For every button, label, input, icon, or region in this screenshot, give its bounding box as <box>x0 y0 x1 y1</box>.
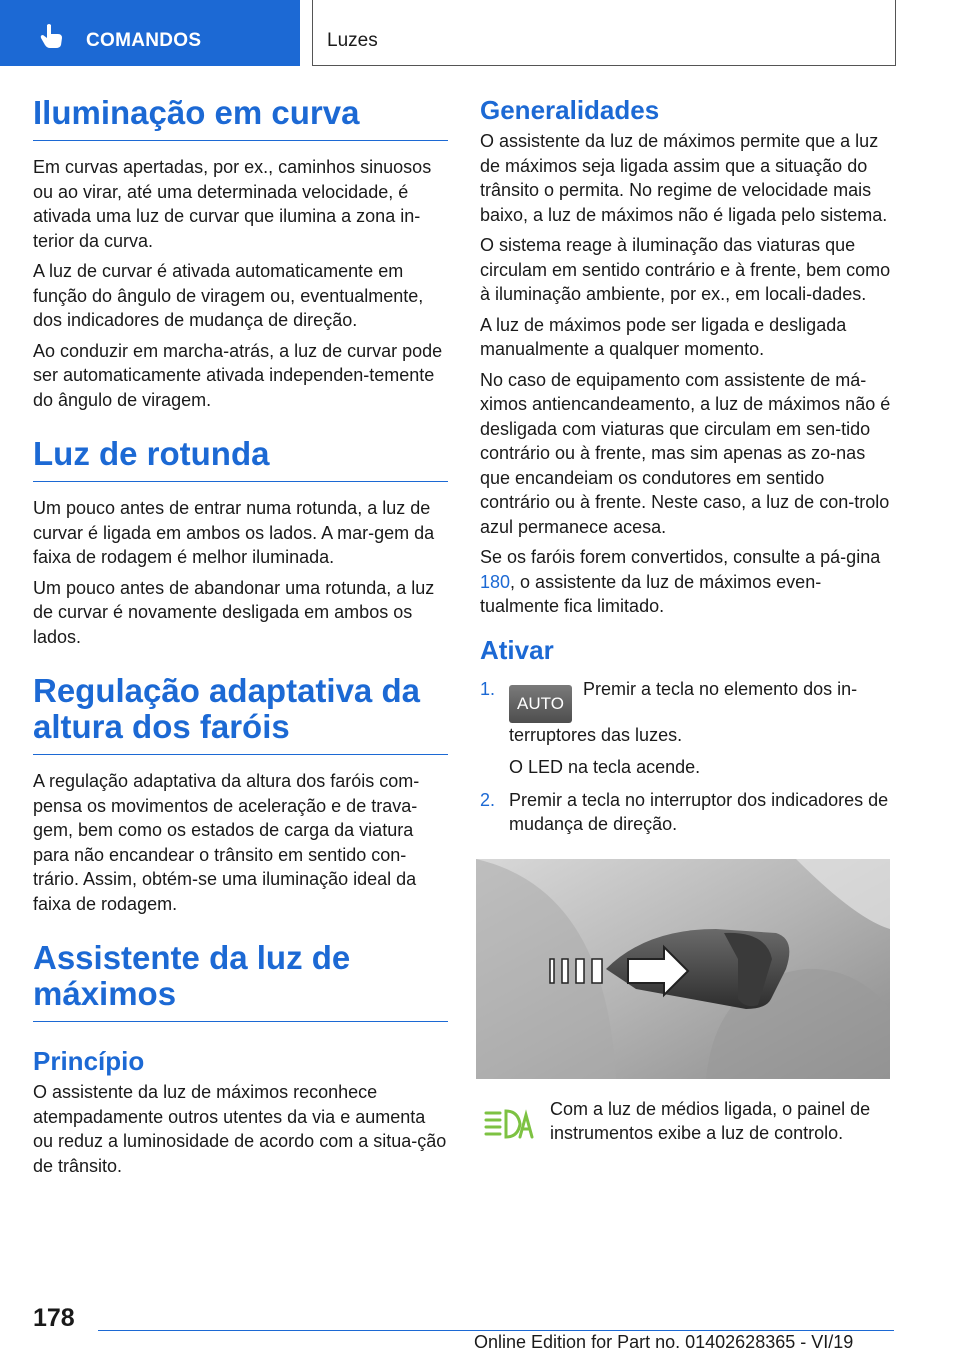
chapter-title: COMANDOS <box>86 30 202 51</box>
hand-pointer-icon <box>38 22 66 50</box>
paragraph: A luz de curvar é ativada automaticamente em função do ângulo de viragem ou, eventualmente, dos indicadores de mudança de direção. <box>33 261 424 330</box>
subheading-activate: Ativar <box>480 634 554 665</box>
paragraph: Ao conduzir em marcha-atrás, a luz de curvar pode ser automaticamente ativada independen-temente do ângulo de viragem. <box>33 340 443 410</box>
right-column <box>480 95 895 1146</box>
page-header <box>0 0 960 66</box>
heading-high-beam-assistant: Assistente da luz de máximos <box>33 940 448 1022</box>
paragraph: O sistema reage à iluminação das viaturas que circulam em sentido contrário e à frente, bem como à iluminação ambiente, por ex., em locali-dades. <box>480 235 891 304</box>
paragraph: O assistente da luz de máximos permite que a luz de máximos seja ligada assim que a situação do trânsito o permita. No regime de velocidade mais baixo, a luz de máximos não é ligada pelo sistema. <box>480 131 888 225</box>
subheading-principle: Princípio <box>33 1046 145 1076</box>
turn-signal-lever-image <box>476 859 890 1079</box>
high-beam-assistant-icon <box>484 1107 534 1141</box>
note-text: Com a luz de médios ligada, o painel de instrumentos exibe a luz de controlo. <box>550 1098 871 1143</box>
heading-cornering-light: Iluminação em curva <box>33 95 448 141</box>
page-link[interactable]: 180 <box>480 571 511 592</box>
paragraph: A regulação adaptativa da altura dos faróis com-pensa os movimentos de aceleração e de trava-gem, bem como os estados de carga da viatura para não encandear o trânsito em sentido con-trário. Assim, obtém-se uma iluminação ideal da faixa de rodagem. <box>33 771 420 914</box>
indicator-note <box>480 1097 895 1146</box>
page-number: 178 <box>33 1304 75 1332</box>
paragraph: Um pouco antes de abandonar uma rotunda, a luz de curvar é novamente desligada em ambos os lados. <box>33 577 435 647</box>
paragraph: Se os faróis forem convertidos, consulte a pá-gina 180, o assistente da luz de máximos even-tualmente fica limitado. <box>480 547 881 616</box>
lever-illustration <box>476 859 890 1079</box>
step-item: 1. AUTO Premir a tecla no elemento dos in-terruptores das luzes. O LED na tecla acende. <box>480 677 895 780</box>
chapter-tab <box>0 0 300 66</box>
step-note: O LED na tecla acende. <box>509 757 701 777</box>
paragraph: No caso de equipamento com assistente de má-ximos antiencandeamento, a luz de máximos não é desligada com viaturas que circulam em sen-tido contrário ou à frente, mas sim apenas as zo-nas que encandeiam os condutores em sentido contrário ou à frente. Neste caso, a luz de con-trolo azul permanece acesa. <box>480 369 891 537</box>
paragraph: O assistente da luz de máximos reconhece atempadamente outros utentes da via e aumenta ou reduz a luminosidade de acordo com a situa-ção de trânsito. <box>33 1082 447 1176</box>
subheading-general: Generalidades <box>480 95 660 125</box>
left-column <box>33 95 448 1184</box>
section-header <box>312 0 896 66</box>
paragraph: Um pouco antes de entrar numa rotunda, a luz de curvar é ligada em ambos os lados. A mar-gem da faixa de rodagem é melhor iluminada. <box>33 498 435 567</box>
footer-divider <box>98 1330 894 1331</box>
paragraph: Em curvas apertadas, por ex., caminhos sinuosos ou ao virar, até uma determinada velocidade, é ativada uma luz de curvar que ilumina a zona in-terior da curva. <box>33 157 432 251</box>
section-title: Luzes <box>327 30 378 51</box>
paragraph: A luz de máximos pode ser ligada e desligada manualmente a qualquer momento. <box>480 314 847 359</box>
auto-key-icon: AUTO <box>509 685 572 723</box>
edition-text: Online Edition for Part no. 01402628365 - VI/19 <box>474 1332 854 1352</box>
step-item: 2. Premir a tecla no interruptor dos indicadores de mudança de direção. <box>480 789 889 834</box>
heading-adaptive-headlight-range: Regulação adaptativa da altura dos faróis <box>33 673 448 755</box>
step-list <box>480 677 895 837</box>
heading-roundabout-light: Luz de rotunda <box>33 436 448 482</box>
page-footer <box>0 1290 960 1362</box>
